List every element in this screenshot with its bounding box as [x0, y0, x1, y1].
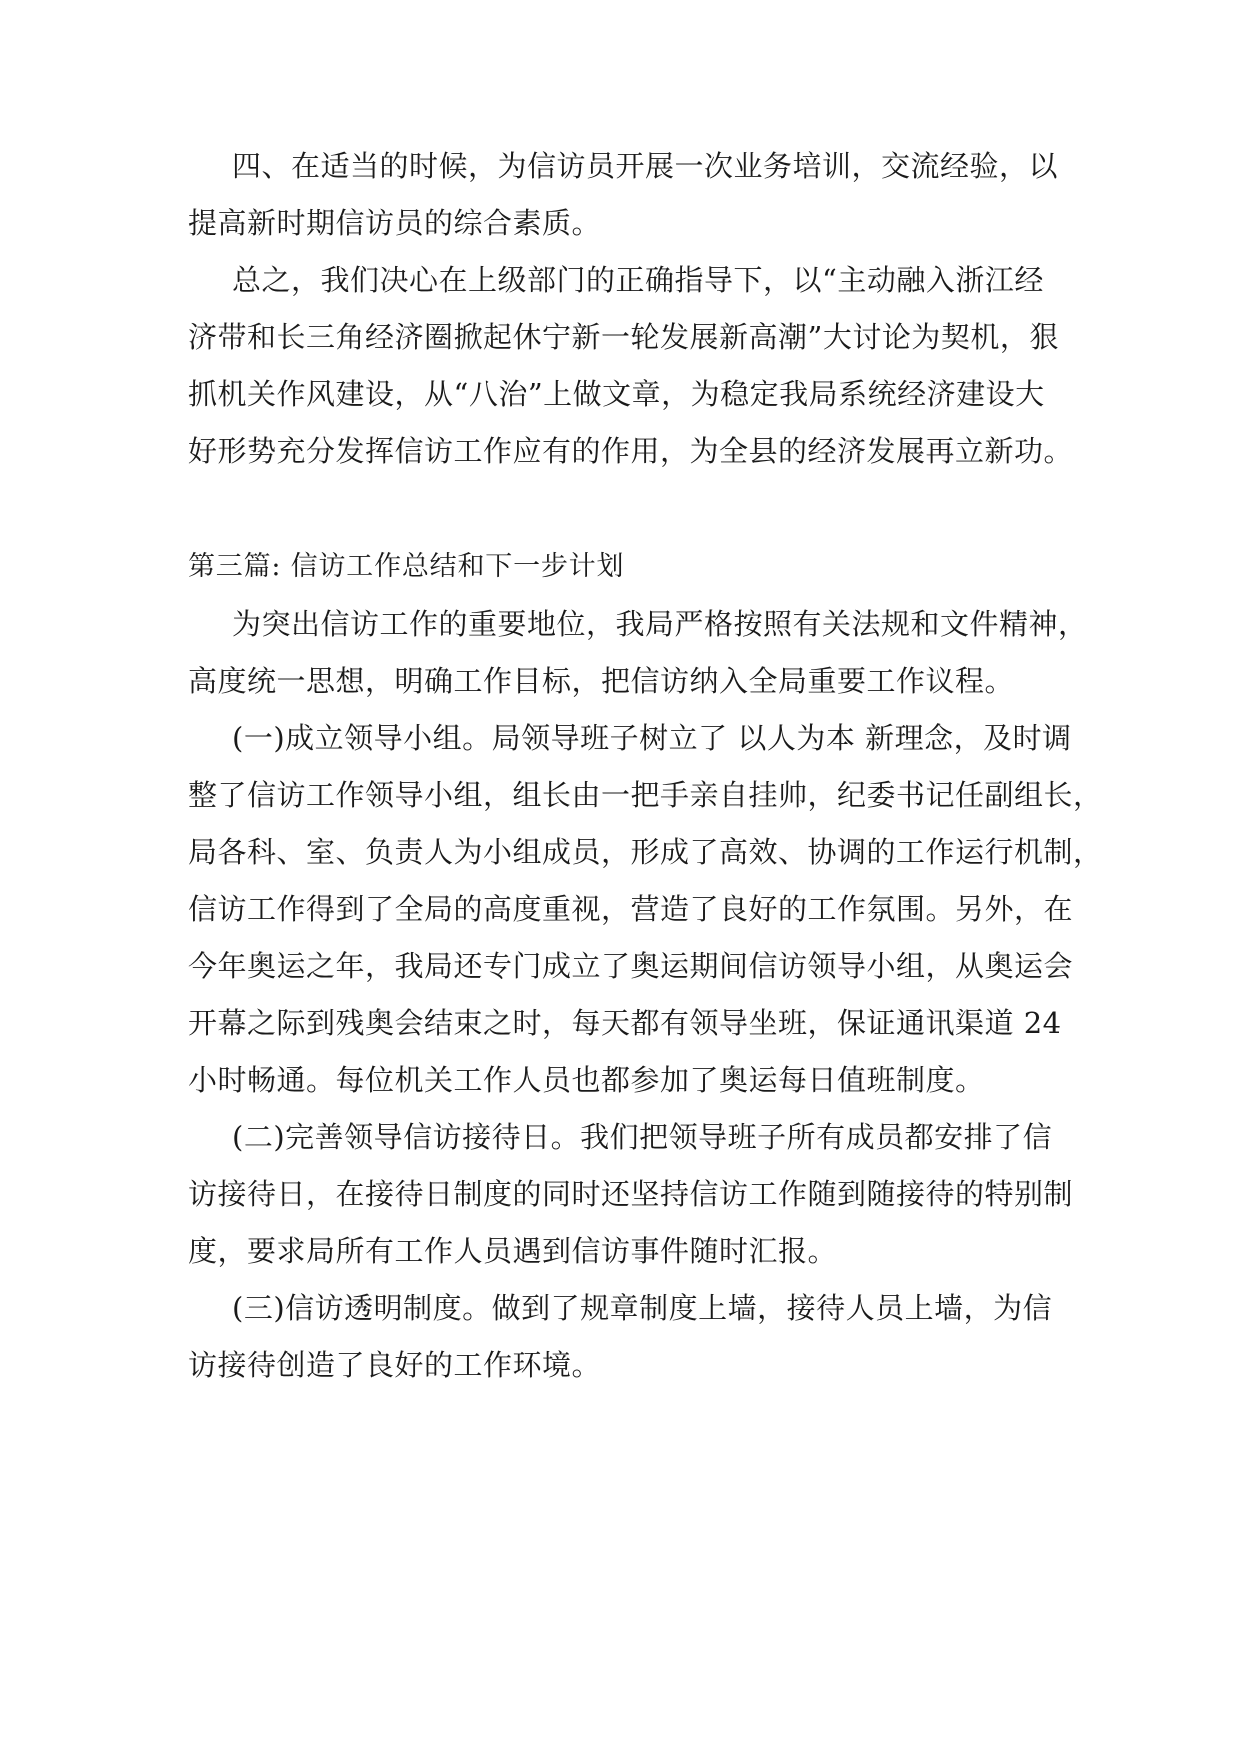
paragraph-item1-line-3: 局各科、室、负责人为小组成员，形成了高效、协调的工作运行机制， — [188, 835, 1103, 869]
paragraph-item2-line-3: 度，要求局所有工作人员遇到信访事件随时汇报。 — [188, 1234, 838, 1268]
section-heading: 第三篇: 信访工作总结和下一步计划 — [188, 551, 625, 582]
paragraph-item1-line-6: 开幕之际到残奥会结束之时，每天都有领导坐班，保证通讯渠道 24 — [188, 1006, 1062, 1040]
paragraph-training-line-2: 提高新时期信访员的综合素质。 — [188, 206, 602, 240]
paragraph-intro-line-2: 高度统一思想，明确工作目标，把信访纳入全局重要工作议程。 — [188, 664, 1015, 698]
paragraph-training-line-1: 四、在适当的时候，为信访员开展一次业务培训，交流经验，以 — [232, 149, 1059, 183]
paragraph-conclusion-line-4: 好形势充分发挥信访工作应有的作用，为全县的经济发展再立新功。 — [188, 434, 1074, 468]
paragraph-item3-line-1: (三)信访透明制度。做到了规章制度上墙，接待人员上墙，为信 — [232, 1291, 1053, 1325]
paragraph-item3-line-2: 访接待创造了良好的工作环境。 — [188, 1348, 602, 1382]
paragraph-item1-line-2: 整了信访工作领导小组，组长由一把手亲自挂帅，纪委书记任副组长， — [188, 778, 1103, 812]
paragraph-item1-line-7: 小时畅通。每位机关工作人员也都参加了奥运每日值班制度。 — [188, 1063, 985, 1097]
paragraph-item1-line-5: 今年奥运之年，我局还专门成立了奥运期间信访领导小组，从奥运会 — [188, 949, 1074, 983]
paragraph-item2-line-2: 访接待日，在接待日制度的同时还坚持信访工作随到随接待的特别制 — [188, 1177, 1074, 1211]
paragraph-conclusion-line-3: 抓机关作风建设，从“八治”上做文章，为稳定我局系统经济建设大 — [188, 377, 1045, 411]
paragraph-item1-line-4: 信访工作得到了全局的高度重视，营造了良好的工作氛围。另外，在 — [188, 892, 1074, 926]
paragraph-item1-line-1: (一)成立领导小组。局领导班子树立了 以人为本 新理念，及时调 — [232, 721, 1072, 755]
paragraph-intro-line-1: 为突出信访工作的重要地位，我局严格按照有关法规和文件精神， — [232, 607, 1088, 641]
paragraph-conclusion-line-1: 总之，我们决心在上级部门的正确指导下，以“主动融入浙江经 — [232, 263, 1044, 297]
paragraph-conclusion-line-2: 济带和长三角经济圈掀起休宁新一轮发展新高潮”大讨论为契机，狠 — [188, 320, 1059, 354]
paragraph-item2-line-1: (二)完善领导信访接待日。我们把领导班子所有成员都安排了信 — [232, 1120, 1053, 1154]
